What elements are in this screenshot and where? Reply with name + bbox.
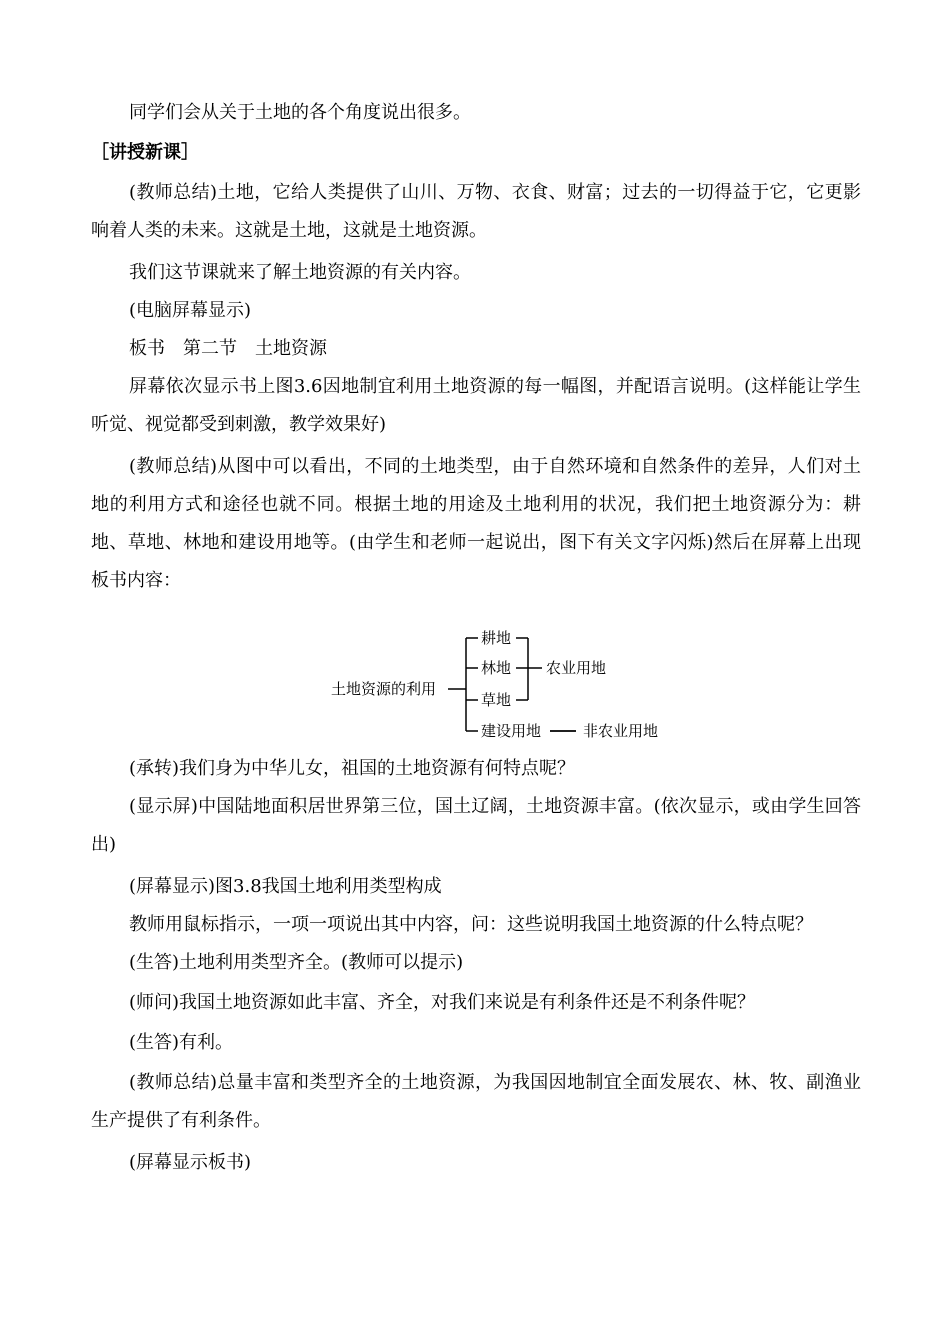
- diagram-agri-label: 农业用地: [546, 659, 607, 677]
- paragraph-lesson-intro: 我们这节课就来了解土地资源的有关内容。: [129, 262, 471, 283]
- paragraph-board-title: 板书 第二节 土地资源: [129, 338, 327, 359]
- section-heading: ［讲授新课］: [91, 142, 199, 163]
- paragraph-mouse-pointing: 教师用鼠标指示，一项一项说出其中内容，问：这些说明我国土地资源的什么特点呢？: [129, 914, 813, 935]
- diagram-branch-jianshe: 建设用地: [481, 722, 542, 740]
- paragraph-teacher-question: (师问)我国土地资源如此丰富、齐全，对我们来说是有利条件还是不利条件呢？: [129, 992, 756, 1013]
- paragraph-figure-3-8: (屏幕显示)图3.8我国土地利用类型构成: [129, 876, 442, 897]
- paragraph-intro: 同学们会从关于土地的各个角度说出很多。: [129, 102, 471, 123]
- paragraph-screen-sequence: 屏幕依次显示书上图3.6因地制宜利用土地资源的每一幅图，并配语言说明。(这样能让学生听觉、视觉都受到刺激，教学效果好): [91, 376, 861, 435]
- paragraph-transition: (承转)我们身为中华儿女，祖国的土地资源有何特点呢？: [129, 758, 576, 779]
- diagram-branch-lindi: 林地: [481, 659, 512, 677]
- land-use-diagram: [320, 625, 680, 747]
- paragraph-teacher-summary-1: (教师总结)土地，它给人类提供了山川、万物、衣食、财富；过去的一切得益于它，它更影响着人类的未来。这就是土地，这就是土地资源。: [91, 182, 861, 241]
- paragraph-screen-display: (电脑屏幕显示): [129, 300, 252, 321]
- paragraph-student-answer-1: (生答)土地利用类型齐全。(教师可以提示): [129, 952, 464, 973]
- paragraph-student-answer-2: (生答)有利。: [129, 1032, 234, 1053]
- diagram-nonagri-label: 非农业用地: [583, 722, 659, 740]
- paragraph-teacher-summary-2: (教师总结)从图中可以看出，不同的土地类型，由于自然环境和自然条件的差异，人们对土地的利用方式和途径也就不同。根据土地的用途及土地利用的状况，我们把土地资源分为：耕地、草地、林地和建设用地等。(由学生和老师一起说出，图下有关文字闪烁)然后在屏幕上出现板书内容：: [91, 456, 861, 591]
- paragraph-teacher-summary-3: (教师总结)总量丰富和类型齐全的土地资源，为我国因地制宜全面发展农、林、牧、副渔业生产提供了有利条件。: [91, 1072, 861, 1131]
- paragraph-display-area: (显示屏)中国陆地面积居世界第三位，国土辽阔，土地资源丰富。(依次显示，或由学生回答出): [91, 796, 861, 855]
- diagram-branch-caodi: 草地: [481, 691, 512, 709]
- diagram-root-label: 土地资源的利用: [331, 680, 437, 698]
- paragraph-screen-board: (屏幕显示板书): [129, 1152, 252, 1173]
- diagram-branch-gengdi: 耕地: [481, 629, 512, 647]
